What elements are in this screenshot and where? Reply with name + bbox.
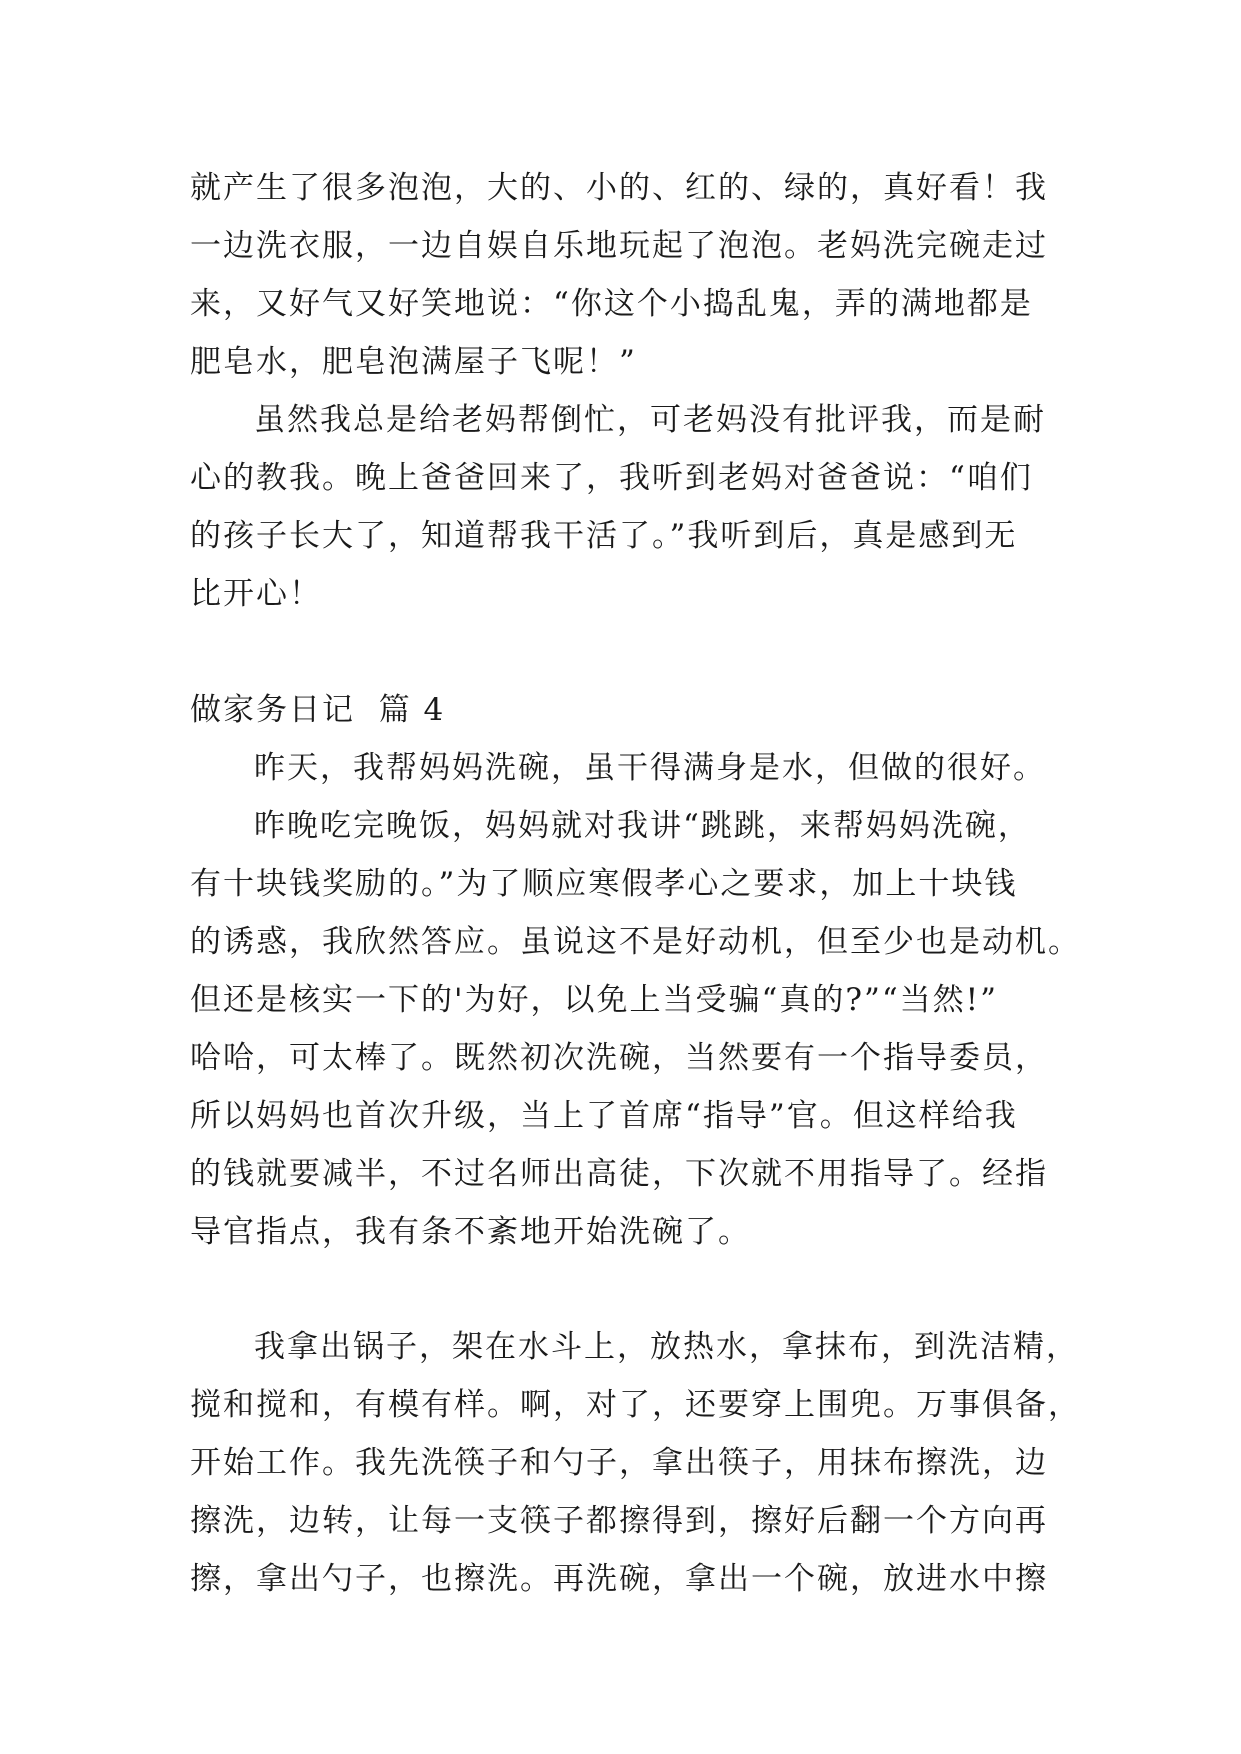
text-line: 昨天，我帮妈妈洗碗，虽干得满身是水，但做的很好。 (254, 750, 1046, 786)
text-line: 我拿出锅子，架在水斗上，放热水，拿抹布，到洗洁精， (254, 1329, 1079, 1365)
paragraph-3 (190, 739, 1070, 797)
text-line: 擦，拿出勺子，也擦洗。再洗碗，拿出一个碗，放进水中擦 (190, 1561, 1048, 1597)
text-line: 虽然我总是给老妈帮倒忙，可老妈没有批评我，而是耐 (254, 402, 1046, 438)
text-line: 哈哈，可太棒了。既然初次洗碗，当然要有一个指导委员， (190, 1040, 1048, 1076)
text-line: 的钱就要减半，不过名师出高徒，下次就不用指导了。经指 (190, 1156, 1048, 1192)
text-line: 导官指点，我有条不紊地开始洗碗了。 (190, 1214, 751, 1250)
paragraph-2 (190, 391, 1070, 623)
text-line: 的诱惑，我欣然答应。虽说这不是好动机，但至少也是动机。 (190, 924, 1081, 960)
text-line: 但还是核实一下的'为好，以免上当受骗“真的?”“当然!” (190, 982, 998, 1018)
text-line: 就产生了很多泡泡，大的、小的、红的、绿的，真好看！我 (190, 170, 1048, 206)
paragraph-continued (190, 159, 1070, 391)
section-heading-text: 做家务日记 篇 4 (190, 692, 446, 728)
text-line: 比开心！ (190, 576, 322, 612)
text-line: 擦洗，边转，让每一支筷子都擦得到，擦好后翻一个方向再 (190, 1503, 1048, 1539)
text-line: 有十块钱奖励的。”为了顺应寒假孝心之要求，加上十块钱 (190, 866, 1018, 902)
paragraph-5 (190, 1318, 1081, 1608)
text-line: 来，又好气又好笑地说：“你这个小捣乱鬼，弄的满地都是 (190, 286, 1033, 322)
section-heading (190, 681, 1070, 739)
text-line: 所以妈妈也首次升级，当上了首席“指导”官。但这样给我 (190, 1098, 1018, 1134)
text-line: 心的教我。晚上爸爸回来了，我听到老妈对爸爸说：“咱们 (190, 460, 1033, 496)
text-line: 搅和搅和，有模有样。啊，对了，还要穿上围兜。万事俱备， (190, 1387, 1081, 1423)
text-line: 一边洗衣服，一边自娱自乐地玩起了泡泡。老妈洗完碗走过 (190, 228, 1048, 264)
text-line: 开始工作。我先洗筷子和勺子，拿出筷子，用抹布擦洗，边 (190, 1445, 1048, 1481)
text-line: 的孩子长大了，知道帮我干活了。”我听到后，真是感到无 (190, 518, 1018, 554)
paragraph-4 (190, 797, 1081, 1261)
text-line: 肥皂水，肥皂泡满屋子飞呢！” (190, 344, 637, 380)
text-line: 昨晚吃完晚饭，妈妈就对我讲“跳跳，来帮妈妈洗碗， (254, 808, 1031, 844)
